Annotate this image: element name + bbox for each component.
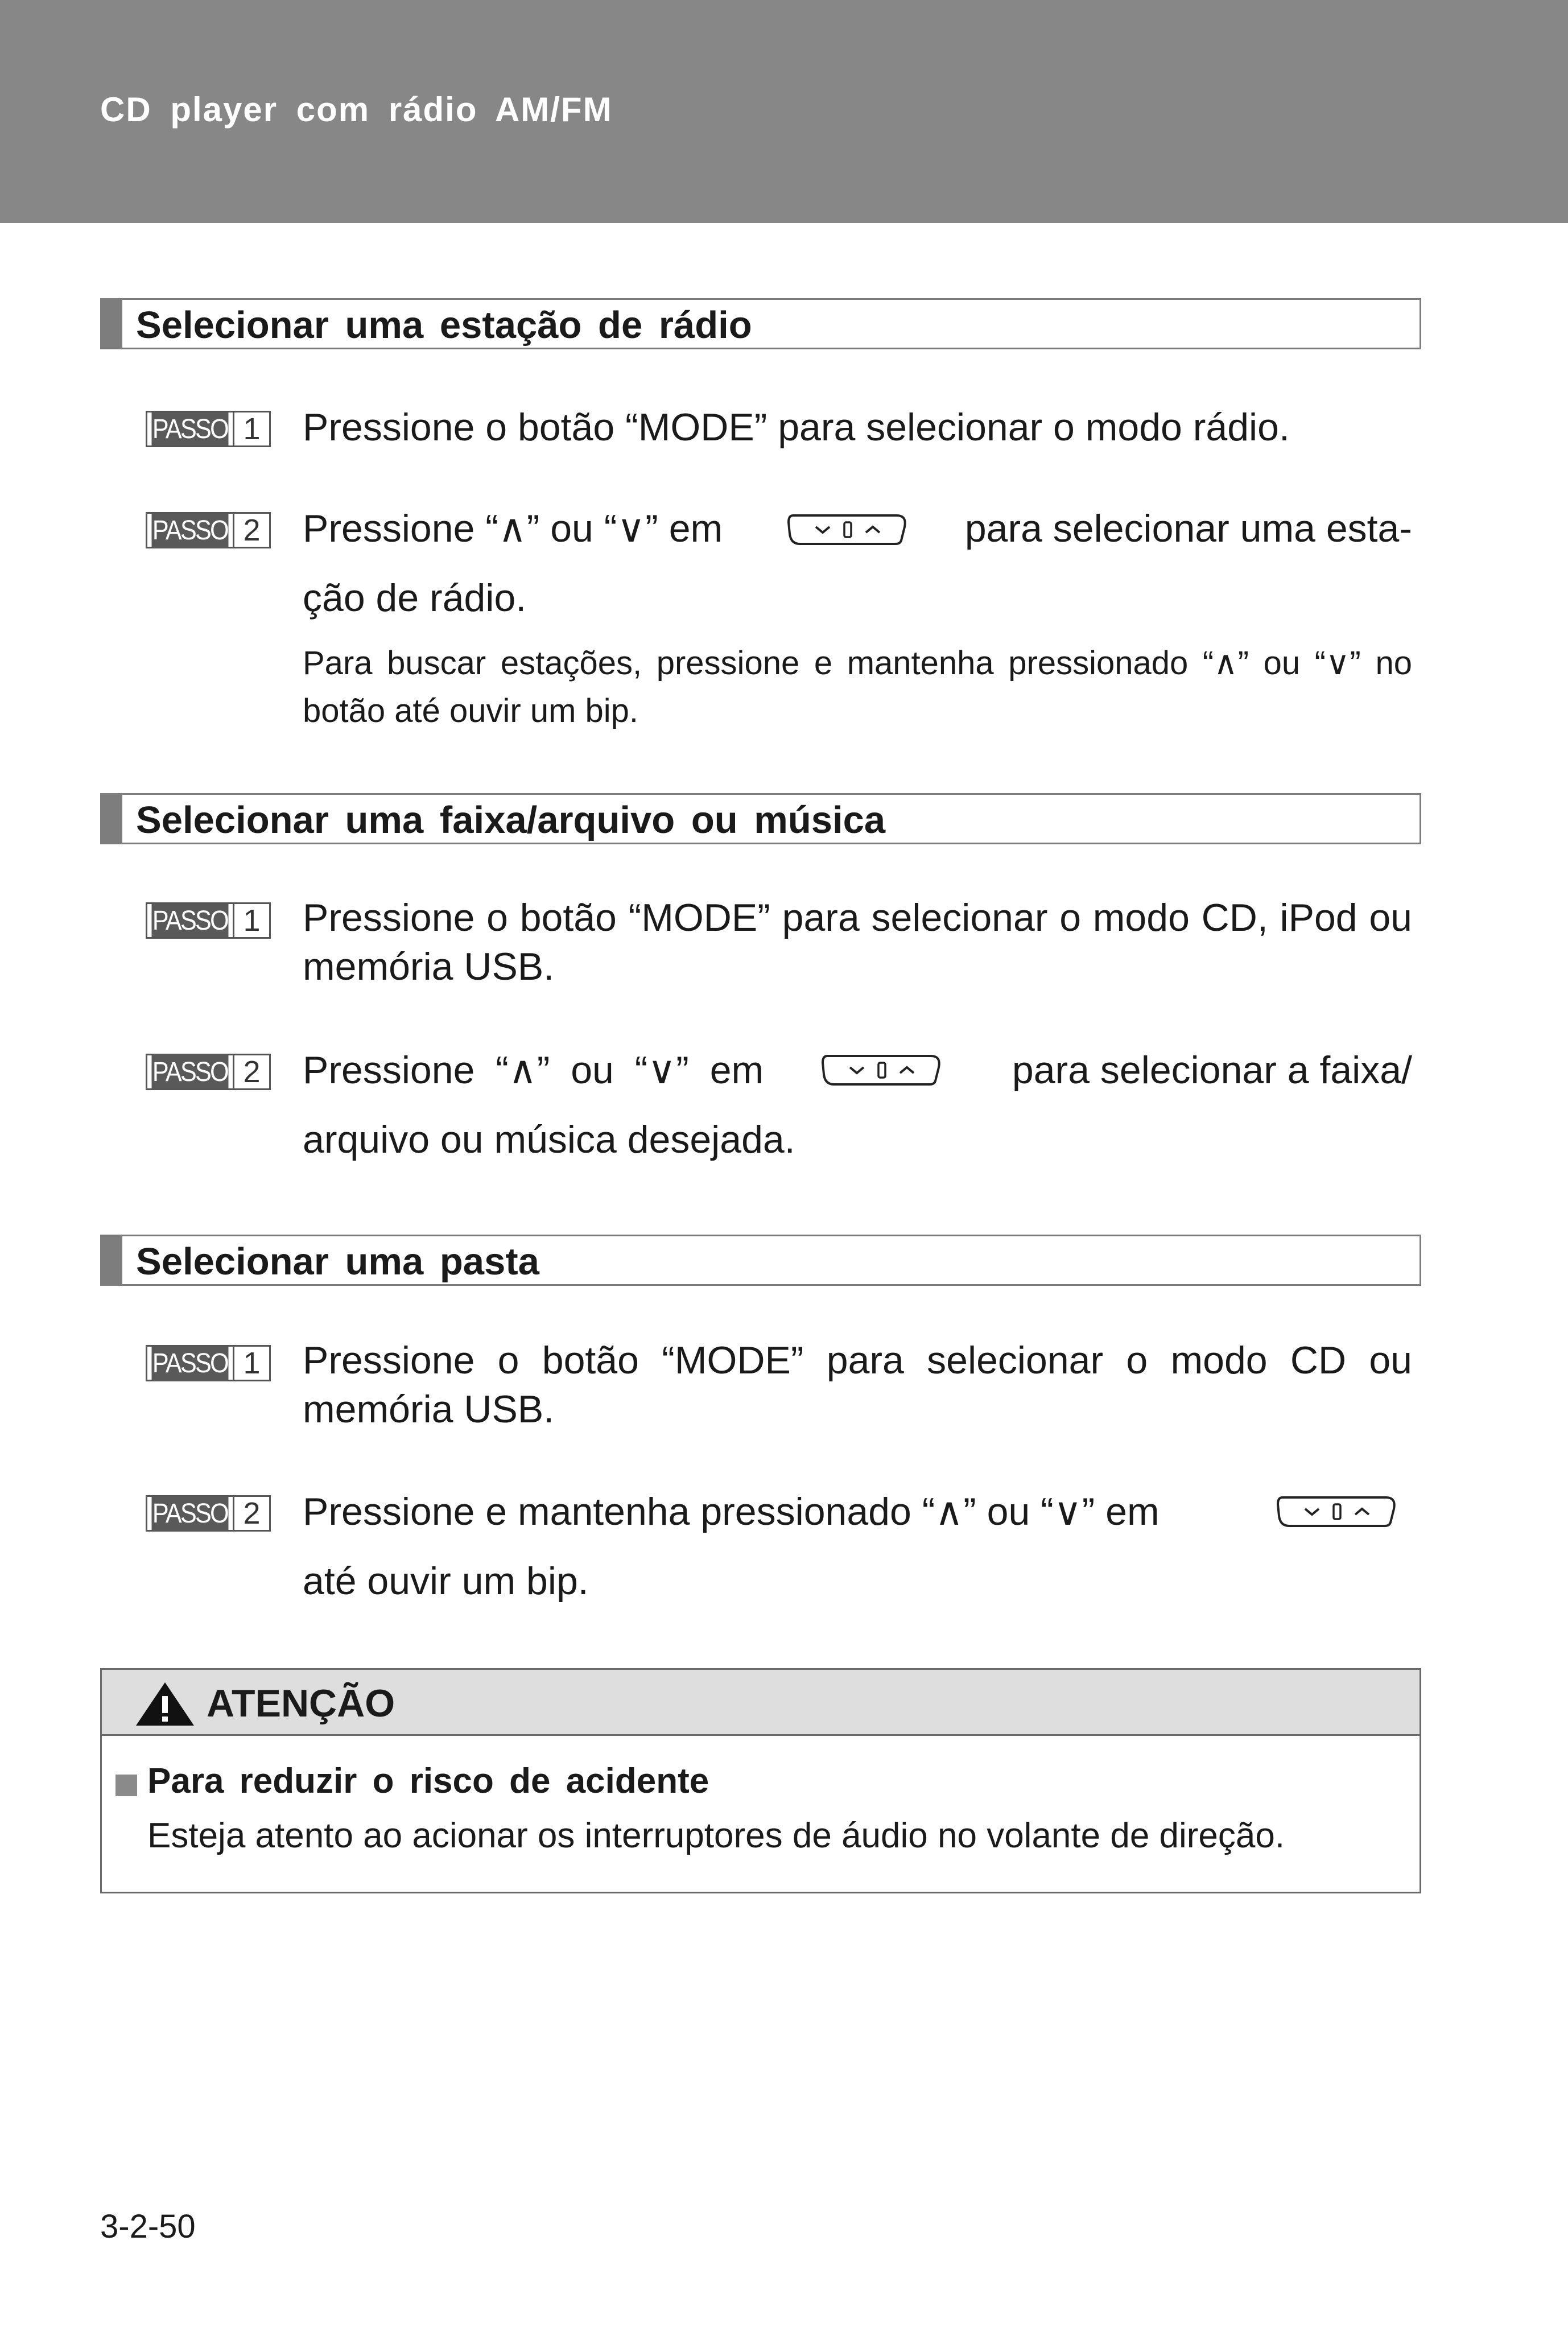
header-band bbox=[0, 0, 1568, 223]
step-text-continued: para selecionar uma esta- bbox=[964, 507, 1412, 550]
section-title: Selecionar uma pasta bbox=[136, 1240, 539, 1283]
warning-title: ATENÇÃO bbox=[207, 1682, 395, 1725]
step-word: PASSO bbox=[152, 412, 229, 445]
step-word: PASSO bbox=[152, 1347, 229, 1380]
section-marker bbox=[102, 1236, 122, 1284]
section-title: Selecionar uma estação de rádio bbox=[136, 304, 752, 346]
steering-audio-switch-icon bbox=[785, 511, 910, 547]
step-text-line2: até ouvir um bip. bbox=[303, 1559, 589, 1603]
step-badge bbox=[146, 512, 271, 548]
step-number: 1 bbox=[233, 412, 269, 445]
chapter-title: CD player com rádio AM/FM bbox=[100, 90, 613, 129]
page-number: 3-2-50 bbox=[100, 2208, 196, 2245]
step-number: 2 bbox=[233, 1055, 269, 1088]
warning-triangle-icon bbox=[134, 1680, 196, 1728]
step-badge bbox=[146, 1345, 271, 1381]
step-text: Pressione o botão “MODE” para selecionar o modo CD, iPod ou memória USB. bbox=[303, 896, 1412, 988]
warning-text: Esteja atento ao acionar os interruptores de áudio no volante de direção. bbox=[147, 1816, 1285, 1855]
step-text: Pressione o botão “MODE” para selecionar o modo CD ou memória USB. bbox=[303, 1339, 1412, 1431]
step-text-line2: ção de rádio. bbox=[303, 576, 527, 620]
step-number: 2 bbox=[233, 514, 269, 547]
step-text: Pressione o botão “MODE” para selecionar o modo rádio. bbox=[303, 406, 1290, 449]
step-badge bbox=[146, 1495, 271, 1532]
step-word: PASSO bbox=[152, 1497, 229, 1530]
section-heading-select-station bbox=[100, 298, 1421, 349]
step-note: Para buscar estações, pressione e mantenha pressionado “∧” ou “∨” no botão até ouvir um bip. bbox=[303, 645, 1412, 729]
step-text-line2: arquivo ou música desejada. bbox=[303, 1118, 795, 1161]
warning-box bbox=[100, 1668, 1421, 1893]
step-badge bbox=[146, 411, 271, 447]
warning-header bbox=[102, 1670, 1420, 1736]
section-title: Selecionar uma faixa/arquivo ou música bbox=[136, 799, 886, 841]
step-word: PASSO bbox=[152, 904, 229, 937]
section-marker bbox=[102, 795, 122, 843]
step-text-continued: para selecionar a faixa/ bbox=[1012, 1049, 1412, 1092]
step-text: Pressione e mantenha pressionado “∧” ou “∨” em bbox=[303, 1490, 1160, 1533]
warning-subtitle: Para reduzir o risco de acidente bbox=[147, 1761, 709, 1801]
bullet-square-icon bbox=[115, 1775, 137, 1796]
step-number: 1 bbox=[233, 1347, 269, 1380]
step-badge bbox=[146, 902, 271, 939]
steering-audio-switch-icon bbox=[1274, 1493, 1400, 1529]
step-badge bbox=[146, 1054, 271, 1090]
section-marker bbox=[102, 300, 122, 348]
step-number: 1 bbox=[233, 904, 269, 937]
step-word: PASSO bbox=[152, 514, 229, 547]
step-text: Pressione “∧” ou “∨” em bbox=[303, 507, 723, 550]
section-heading-select-folder bbox=[100, 1235, 1421, 1286]
step-word: PASSO bbox=[152, 1055, 229, 1088]
step-text: Pressione “∧” ou “∨” em bbox=[303, 1049, 764, 1092]
step-number: 2 bbox=[233, 1497, 269, 1530]
steering-audio-switch-icon bbox=[819, 1051, 944, 1088]
section-heading-select-track bbox=[100, 793, 1421, 844]
